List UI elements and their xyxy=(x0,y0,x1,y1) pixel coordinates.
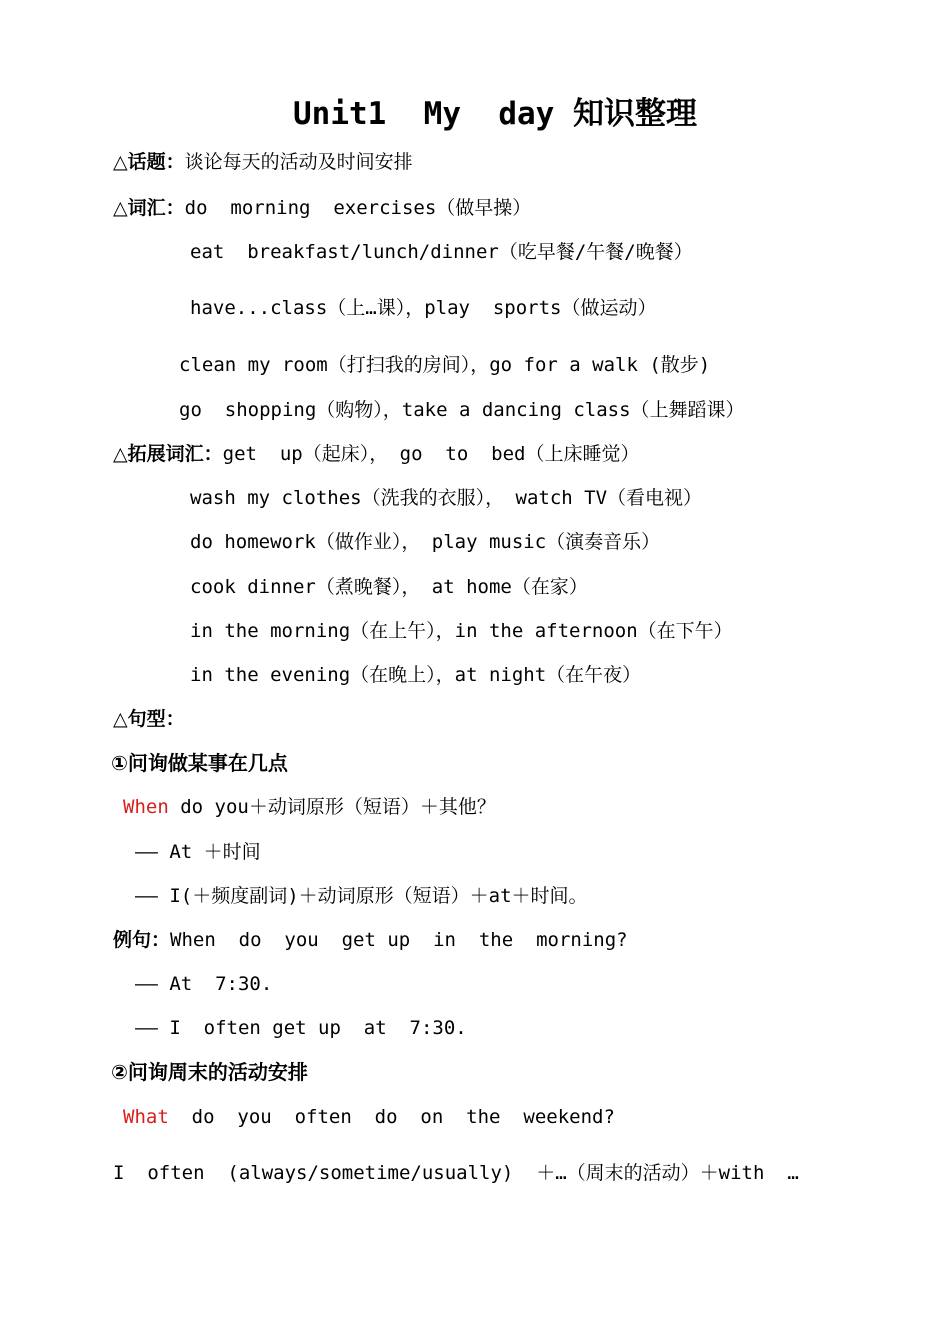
vocab-item: do morning exercises（做早操） xyxy=(184,197,532,219)
vocab-label: △词汇： xyxy=(113,197,185,219)
example-label: 例句： xyxy=(113,929,171,951)
topic-text: 谈论每天的活动及时间安排 xyxy=(184,151,413,173)
question-word-what: What xyxy=(123,1106,169,1128)
vocab-item: have...class（上…课），play sports（做运动） xyxy=(190,297,657,319)
vocab-item: eat breakfast/lunch/dinner（吃早餐/午餐/晚餐） xyxy=(190,241,693,263)
document-title: Unit1 My day 知识整理 xyxy=(293,96,697,132)
topic-line xyxy=(113,150,413,174)
ext-vocab-item: cook dinner（煮晚餐）， at home（在家） xyxy=(190,576,588,598)
topic-label: △话题： xyxy=(113,151,185,173)
pattern-2-question xyxy=(123,1105,615,1129)
example-question: When do you get up in the morning? xyxy=(170,929,628,951)
example-answer-1: —— At 7:30. xyxy=(135,973,273,995)
pattern-1-question-rest: do you＋动词原形（短语）＋其他？ xyxy=(168,796,496,818)
pattern-2-question-rest: do you often do on the weekend? xyxy=(168,1106,615,1128)
pattern-1-question xyxy=(123,795,496,819)
pattern-1-heading: ①问询做某事在几点 xyxy=(111,751,288,775)
pattern-2-answer: I often (always/sometime/usually) ＋…（周末的活动）＋with … xyxy=(113,1162,799,1184)
ext-vocab-item: wash my clothes（洗我的衣服）， watch TV（看电视） xyxy=(190,487,703,509)
ext-vocab-label: △拓展词汇： xyxy=(113,443,223,465)
vocab-item: clean my room（打扫我的房间），go for a walk (散步) xyxy=(179,354,711,376)
ext-vocab-item: get up（起床）， go to bed（上床睡觉） xyxy=(222,443,640,465)
example-line xyxy=(113,928,628,952)
pattern-1-answer-1: —— At ＋时间 xyxy=(135,841,261,863)
ext-vocab-line-1 xyxy=(113,442,639,466)
pattern-2-heading: ②问询周末的活动安排 xyxy=(111,1060,308,1084)
question-word-when: When xyxy=(123,796,169,818)
pattern-1-answer-2: —— I(＋频度副词)＋动词原形（短语）＋at＋时间。 xyxy=(135,885,588,907)
example-answer-2: —— I often get up at 7:30. xyxy=(135,1017,467,1039)
patterns-label: △句型： xyxy=(113,708,185,730)
vocab-line-1 xyxy=(113,196,531,220)
vocab-item: go shopping（购物），take a dancing class（上舞蹈课） xyxy=(179,399,745,421)
ext-vocab-item: do homework（做作业）， play music（演奏音乐） xyxy=(190,531,661,553)
ext-vocab-item: in the evening（在晚上），at night（在午夜） xyxy=(190,664,642,686)
ext-vocab-item: in the morning（在上午），in the afternoon（在下午） xyxy=(190,620,733,642)
